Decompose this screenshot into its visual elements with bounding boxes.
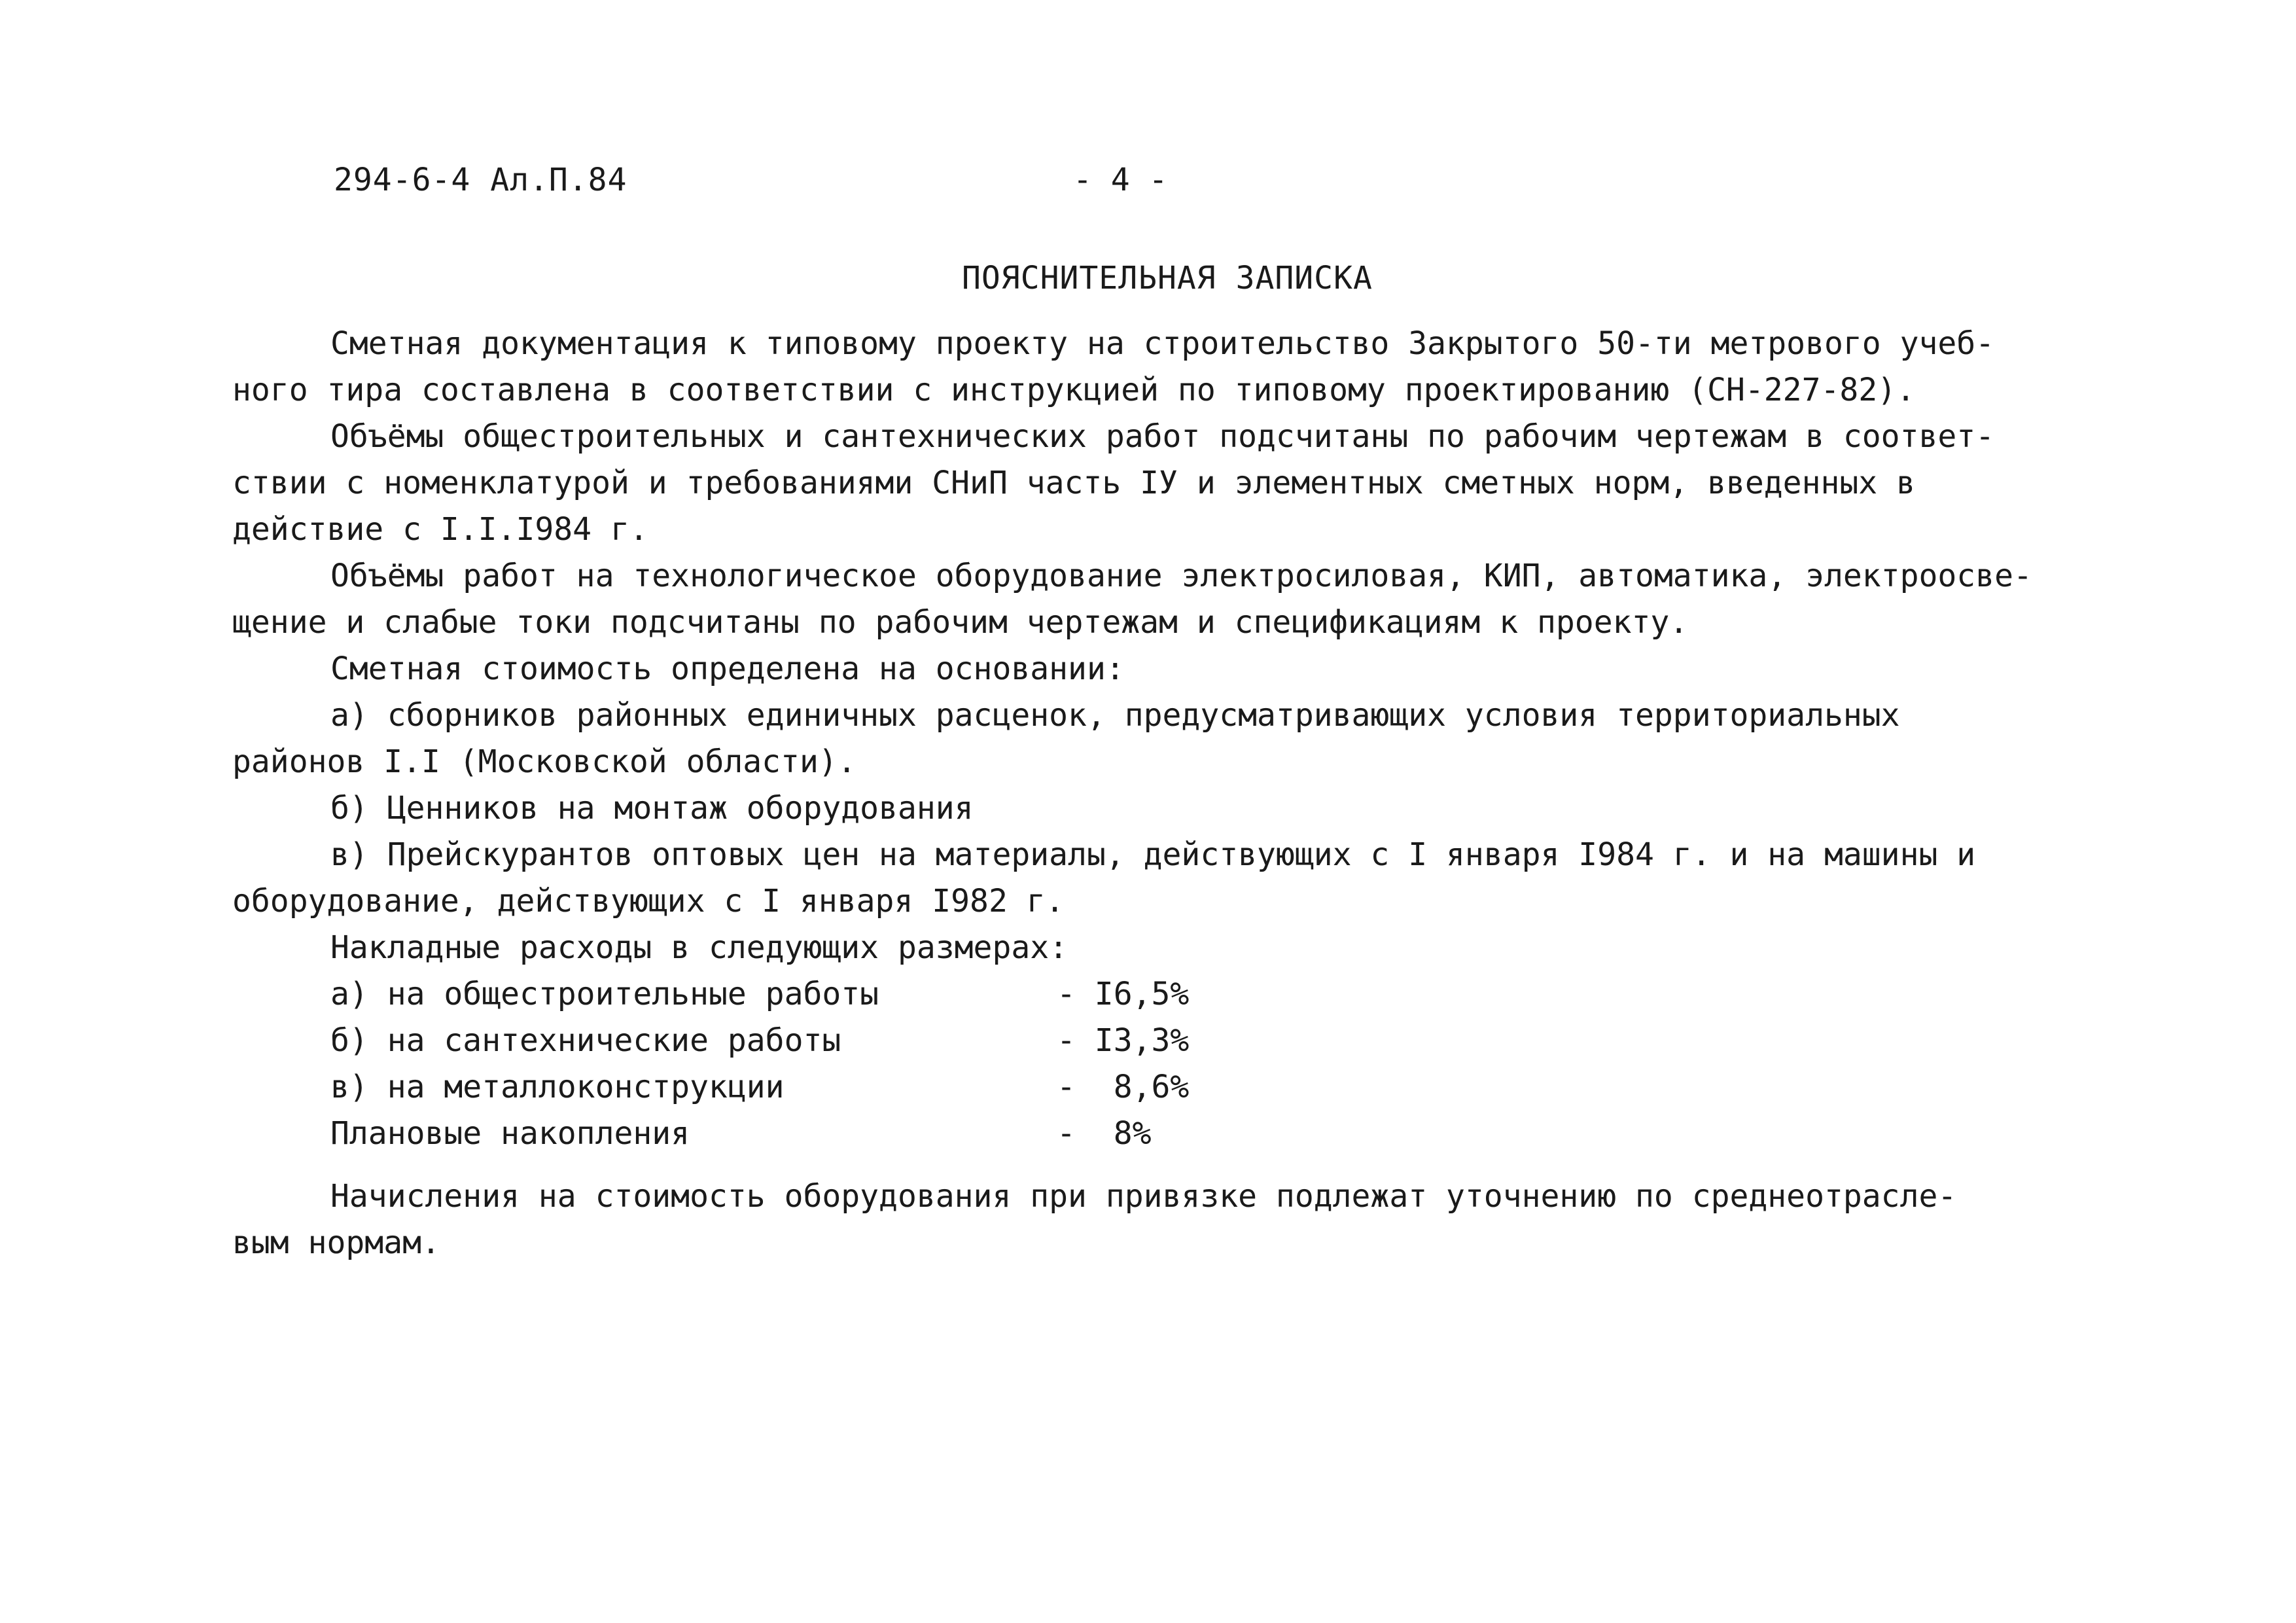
text-line: действие с I.I.I984 г. — [232, 511, 648, 548]
text-line: Накладные расходы в следующих размерах: — [330, 929, 1069, 966]
paragraph-technological-equipment — [232, 553, 2064, 646]
text-line: щение и слабые токи подсчитаны по рабочим чертежам и спецификациям к проекту. — [232, 604, 1689, 641]
explanatory-note-body — [232, 321, 2064, 1266]
paragraph-work-volumes — [232, 414, 2064, 553]
rate-row — [232, 1111, 2064, 1157]
text-line: ствии с номенклатурой и требованиями СНиП часть IУ и элементных сметных норм, введенных в — [232, 465, 1915, 501]
spacer — [232, 1157, 2064, 1173]
text-line: Объёмы общестроительных и сантехнических работ подсчитаны по рабочим чертежам в соответ- — [330, 418, 1995, 455]
text-line: вым нормам. — [232, 1224, 440, 1261]
text-line: а) сборников районных единичных расценок, предусматривающих условия территориальных — [330, 697, 1900, 734]
text-line: районов I.I (Московской области). — [232, 743, 857, 780]
paragraph-closing — [232, 1173, 2064, 1266]
paragraph-estimate-documentation — [232, 321, 2064, 414]
rate-row — [232, 1018, 2064, 1064]
text-line: Сметная документация к типовому проекту на строительство Закрытого 50-ти метрового учеб- — [330, 325, 1995, 362]
text-line: в) Прейскурантов оптовых цен на материалы, действующих с I января I984 г. и на машины и — [330, 836, 1976, 873]
rate-value: - I6,5% — [1057, 976, 1190, 1012]
paragraph-cost-basis — [232, 646, 2064, 692]
rate-row — [232, 971, 2064, 1018]
rate-value: - 8% — [1057, 1115, 1152, 1152]
page-title: ПОЯСНИТЕЛЬНАЯ ЗАПИСКА — [962, 260, 1373, 296]
rate-label: в) на металлоконструкции — [330, 1069, 785, 1105]
list-item-b — [232, 785, 2064, 832]
text-line: Объёмы работ на технологическое оборудование электросиловая, КИП, автоматика, электроосве- — [330, 558, 2032, 594]
overhead-rates-list — [232, 971, 2064, 1157]
text-line: ного тира составлена в соответствии с инструкцией по типовому проектированию (СН-227-82). — [232, 372, 1915, 408]
list-item-a — [232, 692, 2064, 785]
page-number: - 4 - — [1073, 162, 1168, 198]
document-code: 294-6-4 Ал.П.84 — [334, 162, 627, 198]
rate-label: Плановые накопления — [330, 1115, 690, 1152]
rate-label: б) на сантехнические работы — [330, 1022, 841, 1059]
rate-value: - I3,3% — [1057, 1022, 1190, 1059]
rate-value: - 8,6% — [1057, 1069, 1190, 1105]
text-line: Сметная стоимость определена на основании: — [330, 651, 1125, 687]
text-line: Начисления на стоимость оборудования при привязке подлежат уточнению по среднеотрасле- — [330, 1178, 1957, 1215]
text-line: б) Ценников на монтаж оборудования — [330, 790, 974, 827]
rate-label: а) на общестроительные работы — [330, 976, 879, 1012]
paragraph-overhead-intro — [232, 925, 2064, 971]
text-line: оборудование, действующих с I января I982 г. — [232, 883, 1065, 919]
list-item-v — [232, 832, 2064, 925]
rate-row — [232, 1064, 2064, 1111]
